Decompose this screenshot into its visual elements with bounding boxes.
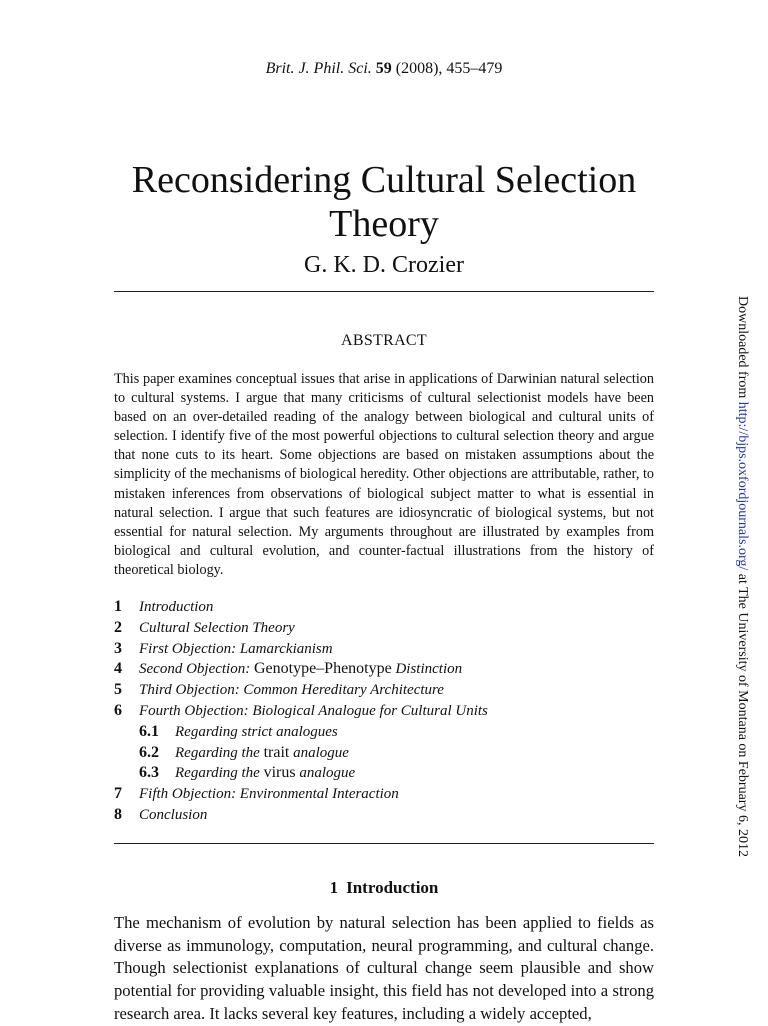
toc-item	[114, 659, 654, 680]
toc-item	[114, 763, 654, 784]
toc-item-number: 8	[114, 805, 122, 823]
toc-item	[114, 722, 654, 743]
toc-item-label-part: Conclusion	[139, 806, 208, 823]
toc-item-number: 6.1	[139, 722, 159, 740]
paper-title: Reconsidering Cultural Selection Theory	[131, 159, 637, 245]
toc-item-label-part: analogue	[295, 765, 356, 782]
toc-item-label	[139, 641, 333, 657]
toc-item-label-part: Third Objection: Common Hereditary Architecture	[139, 682, 444, 699]
toc-item-label-part: Fourth Objection: Biological Analogue for Cultural Units	[139, 702, 488, 719]
journal-volume: 59	[375, 60, 392, 77]
toc-item-label	[175, 765, 355, 781]
toc-item	[114, 805, 654, 826]
section-number: 1	[329, 878, 339, 897]
toc-item-label-part: Distinction	[391, 661, 463, 678]
toc-item-number: 5	[114, 681, 122, 699]
toc-item-label-part: Second Objection:	[139, 661, 254, 678]
toc-item-label-part: Regarding the	[175, 765, 264, 782]
toc-item-label-part: analogue	[289, 744, 349, 761]
toc-item	[114, 743, 654, 764]
toc-item-number: 7	[114, 785, 122, 803]
toc-item-label-part: Introduction	[139, 599, 214, 615]
toc-item-label-part: Regarding strict analogues	[175, 723, 338, 740]
toc-item-label	[139, 620, 295, 636]
toc-item-label	[139, 703, 488, 719]
toc-item	[114, 618, 654, 639]
journal-year-pages: (2008), 455–479	[395, 60, 503, 77]
toc-item-number: 6	[114, 701, 122, 719]
toc-item	[114, 701, 654, 722]
toc-item	[114, 784, 654, 805]
toc-item-label-part: Fifth Objection: Environmental Interaction	[139, 786, 399, 803]
journal-citation	[114, 60, 654, 78]
download-notice-suffix: at The University of Montana on February 6, 2012	[735, 570, 750, 857]
toc-item-label-part: First Objection: Lamarckianism	[139, 640, 333, 657]
divider-bottom	[114, 843, 654, 844]
toc-item-label	[139, 661, 462, 677]
toc-item-label-part: Genotype–Phenotype	[253, 660, 392, 678]
toc-item-label	[175, 745, 349, 761]
toc-item-label-part: trait	[263, 743, 290, 761]
section-title: Introduction	[346, 878, 439, 897]
toc-item-number: 6.3	[139, 764, 159, 782]
toc-item-label	[175, 724, 338, 740]
toc-item-number: 1	[114, 598, 122, 615]
divider-top	[114, 291, 654, 292]
toc-item-label	[139, 807, 207, 823]
download-notice	[734, 296, 750, 857]
toc-item-label	[139, 682, 444, 698]
toc-item-number: 6.2	[139, 743, 159, 761]
toc-item	[114, 597, 654, 618]
toc-item-label-part: virus	[263, 764, 296, 782]
toc-item-label-part: Cultural Selection Theory	[139, 619, 295, 636]
download-notice-prefix: Downloaded from	[735, 296, 750, 402]
toc-item-number: 2	[114, 618, 122, 636]
toc-item-number: 4	[114, 660, 122, 678]
abstract-heading: ABSTRACT	[341, 332, 427, 349]
download-source-link[interactable]: http://bjps.oxfordjournals.org/	[735, 401, 750, 571]
toc-item	[114, 639, 654, 660]
abstract-text: This paper examines conceptual issues that arise in applications of Darwinian natural selection to cultural systems. I argue that many criticisms of cultural selectionist models have been based on an over-detailed reading of the analogy between biological and cultural units of selection. I identify five of the most powerful objections to cultural selection theory and argue that none cuts to its heart. Some objections are based on mistaken assumptions about the simplicity of the mechanisms of biological heredity. Other objections are attributable, rather, to mistaken inferences from observations of biological subject matter to what is essential in natural selection. I argue that such features are idiosyncratic of biological systems, but not essential for natural selection. My arguments throughout are illustrated by examples from biological and cultural evolution, and counter-factual illustrations from the history of theoretical biology.	[114, 371, 654, 578]
toc-item	[114, 680, 654, 701]
toc-item-label	[139, 786, 399, 802]
section-body-text: The mechanism of evolution by natural selection has been applied to fields as diverse as immunology, computation, neural programming, and cultural change. Though selectionist explanations of cultural change seem plausible and show potential for providing valuable insight, this field has not developed into a strong research area. It lacks several key features, including a widely accepted,	[114, 913, 654, 1023]
table-of-contents	[114, 597, 654, 826]
section-heading	[114, 878, 654, 898]
toc-item-label	[139, 599, 213, 615]
journal-name: Brit. J. Phil. Sci.	[265, 60, 372, 77]
toc-item-label-part: Regarding the	[175, 744, 264, 761]
toc-item-number: 3	[114, 639, 122, 657]
paper-author: G. K. D. Crozier	[304, 252, 464, 278]
